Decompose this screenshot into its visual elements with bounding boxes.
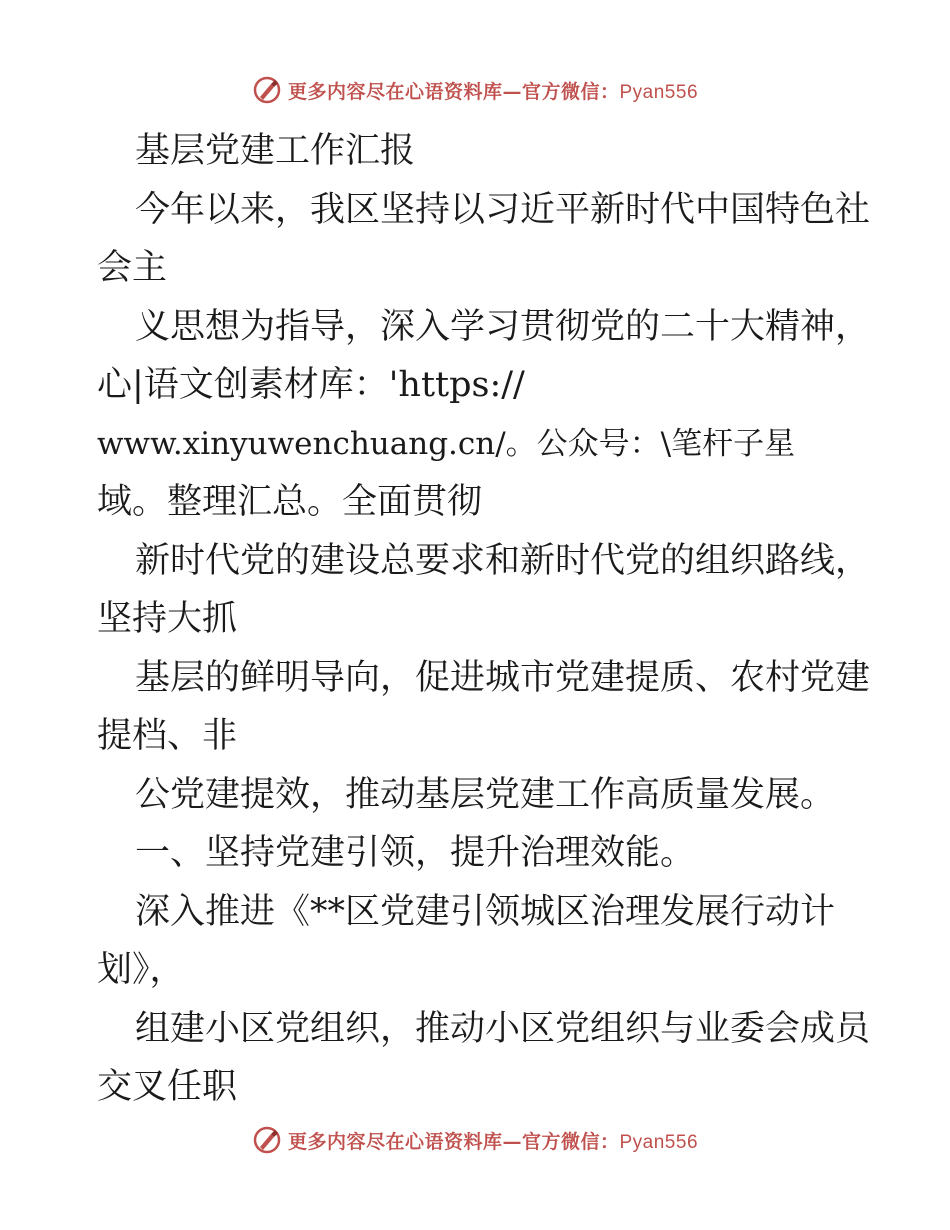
paragraph-line: 心|语文创素材库：'https:// xyxy=(97,365,525,405)
document-title: 基层党建工作汇报 xyxy=(135,131,416,171)
footer-banner-label: 更多内容尽在心语资料库—官方微信： xyxy=(287,1130,620,1153)
paragraph-line: 交叉任职 xyxy=(97,1067,238,1107)
paragraph-line: 会主 xyxy=(97,248,168,288)
paragraph-line: 坚持大抓 xyxy=(97,599,238,639)
paragraph-line: 基层的鲜明导向，促进城市党建提质、农村党建 xyxy=(135,657,871,698)
paragraph-line: 提档、非 xyxy=(97,716,238,756)
header-banner xyxy=(0,70,950,110)
paragraph-line: 域。整理汇总。全面贯彻 xyxy=(97,482,483,522)
paragraph-line: 公党建提效，推动基层党建工作高质量发展。 xyxy=(135,774,836,815)
paragraph-line: 新时代党的建设总要求和新时代党的组织路线， xyxy=(135,540,871,581)
pen-logo-icon xyxy=(252,1125,282,1155)
header-banner-text xyxy=(288,77,698,104)
paragraph-line: 义思想为指导，深入学习贯彻党的二十大精神， xyxy=(135,306,871,347)
paragraph-line: www.xinyuwenchuang.cn/。公众号：\笔杆子星 xyxy=(97,425,796,462)
footer-banner xyxy=(0,1120,950,1160)
paragraph-line: 划》， xyxy=(97,950,185,990)
header-wechat-id: Pyan556 xyxy=(619,81,699,103)
section-heading: 一、坚持党建引领，提升治理效能。 xyxy=(135,833,696,873)
pen-logo-icon xyxy=(252,75,282,105)
paragraph-line: 深入推进《**区党建引领城区治理发展行动计 xyxy=(135,891,836,932)
footer-wechat-id: Pyan556 xyxy=(619,1131,699,1153)
paragraph-line: 今年以来，我区坚持以习近平新时代中国特色社 xyxy=(135,189,871,230)
document-body xyxy=(97,122,871,1117)
footer-banner-text xyxy=(288,1127,698,1154)
paragraph-line: 组建小区党组织，推动小区党组织与业委会成员 xyxy=(135,1008,871,1049)
header-banner-label: 更多内容尽在心语资料库—官方微信： xyxy=(287,80,620,103)
